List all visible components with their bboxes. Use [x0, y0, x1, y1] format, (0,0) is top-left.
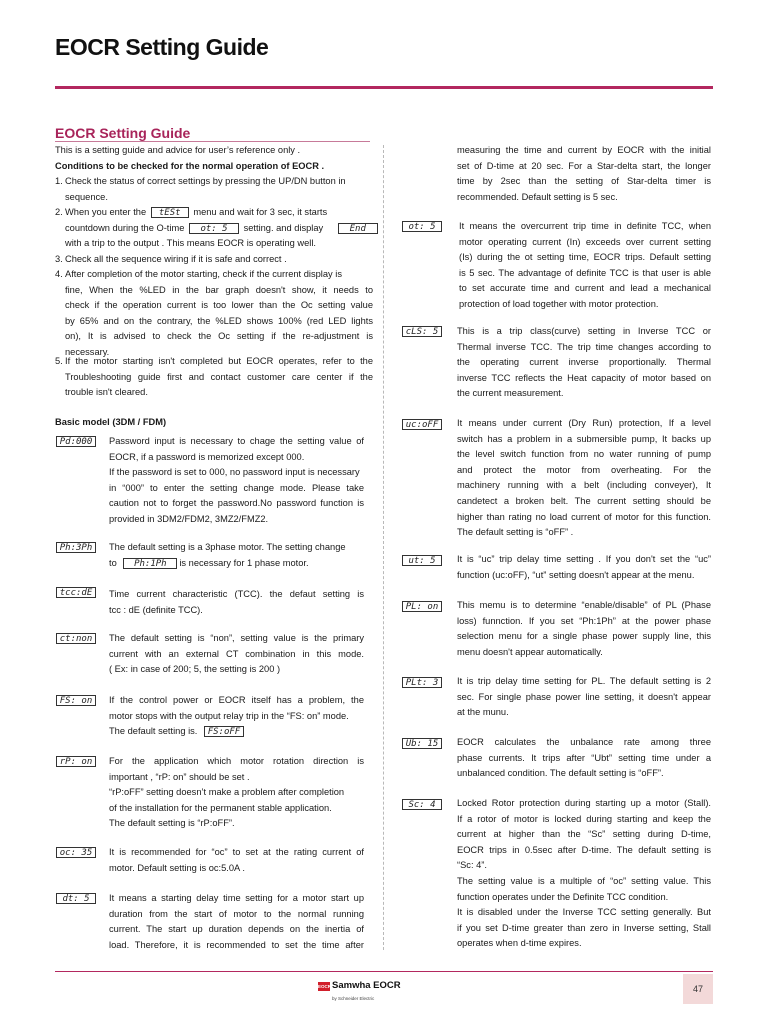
list-text: Check all the sequence wiring if it is safe and correct . [65, 254, 287, 264]
text-line: of the installation for the permanent stable application. [109, 802, 332, 813]
lcd-tcc-code: tcc:dE [56, 587, 96, 598]
section-underline [55, 141, 370, 142]
lcd-ct-code: ct:non [56, 633, 96, 644]
list-item-4 [55, 267, 373, 361]
plt-description [457, 674, 711, 721]
lcd-plt-code: PLt: 3 [402, 677, 442, 688]
text-line: This is a trip class(curve) setting in Inverse TCC or [457, 326, 711, 336]
text-line: The default setting is “non”, setting value is the primary [109, 633, 364, 643]
list-item-1 [55, 174, 373, 206]
text-line: function (uc:oFF), “ut” setting doesn't appear at the menu. [457, 569, 695, 580]
dt-continued [457, 143, 711, 205]
lcd-ub-code: Ub: 15 [402, 738, 442, 749]
text-line: motor. Default setting is oc:5.0A . [109, 862, 245, 873]
phase-description [109, 540, 364, 571]
text-line: load. Therefore, it is recommended to set the time after [109, 939, 364, 950]
dt-description [109, 891, 364, 953]
lcd-oc-code: oc: 35 [56, 847, 96, 858]
text-line: duration from the start of motor to the normal running [109, 908, 364, 919]
rp-description [109, 754, 364, 832]
lcd-ut-code: ut: 5 [402, 555, 442, 566]
header-rule [55, 86, 713, 89]
text-fragment: setting. and display [243, 222, 324, 233]
text-line: with a trip to the output . This means EOCR is operating well. [65, 238, 316, 249]
text-line: This memu is to determine “enable/disable” of PL (Phase [457, 600, 711, 610]
oc-description [109, 845, 364, 876]
fs-description [109, 693, 364, 740]
samwha-eocr-logo [318, 980, 418, 1006]
text-line: fine, When the %LED in the bar graph doesn't show, it needs to [65, 284, 373, 295]
text-line: It is “uc” trip delay time setting . If you don't set the “uc” [457, 554, 711, 564]
text-line: Password input is necessary to chage the setting value of [109, 436, 364, 446]
column-divider [383, 145, 384, 950]
text-line: The default setting is a 3phase motor. The setting change [109, 542, 346, 552]
text-fragment: When you enter the [65, 207, 147, 217]
page-title: EOCR Setting Guide [55, 34, 269, 60]
text-line: at the munu. [457, 707, 509, 718]
text-line: tcc : dE (definite TCC). [109, 604, 203, 615]
text-line: After completion of the motor starting, check if the current display is [65, 269, 342, 279]
uc-description [457, 416, 711, 541]
page-number: 47 [683, 974, 713, 1004]
list-number: 3. [55, 254, 63, 264]
lcd-pl-code: PL: on [402, 601, 442, 612]
lcd-fs-off: FS:oFF [204, 726, 244, 737]
sc-description [457, 796, 711, 952]
text-line: inverse TCC reflects the Heat capacity of motor based on [457, 372, 711, 383]
ct-description [109, 631, 364, 678]
text-line: Thermal inverse TCC. The trip time changes according to [457, 341, 711, 352]
text-line: by 65% and on the contrary, the %LED shows 100% (red LED lights [65, 315, 373, 326]
list-text [65, 174, 373, 205]
lcd-uc-code: uc:oFF [402, 419, 442, 430]
text-fragment: is necessary for 1 phase motor. [179, 557, 309, 568]
list-number: 5. [55, 356, 63, 366]
text-line: ( Ex: in case of 200; 5, the setting is 200 ) [109, 664, 281, 675]
pl-description [457, 598, 711, 660]
lcd-password-code: Pd:000 [56, 436, 96, 447]
lcd-sc-code: Sc: 4 [402, 799, 442, 810]
text-line: the level switch function from no water running of pump [457, 449, 711, 460]
text-line: operates when d-time expires. [457, 938, 582, 949]
text-line: motor stops with the output relay trip in the “FS: on” mode. [109, 710, 349, 721]
lcd-display-ot: ot: 5 [189, 223, 239, 234]
text-line: Time current characteristic (TCC). the defaut setting is [109, 589, 364, 599]
tcc-description [109, 587, 364, 618]
text-line: It is trip delay time setting for PL. The default setting is 2 [457, 676, 711, 686]
text-line: If a rotor of motor is locked during starting and keep the [457, 813, 711, 824]
text-line: recommended. Default setting is 5 sec. [457, 191, 618, 202]
text-line: the operating current inverse proportionally. Thermal [457, 357, 711, 368]
lcd-cls-code: cLS: 5 [402, 326, 442, 337]
lcd-display-test: tESt [151, 207, 189, 218]
footer-rule [55, 971, 713, 972]
text-line: on), It is advised to check the Oc setting if the re-adjustment is [65, 331, 373, 342]
lcd-fs-code: FS: on [56, 695, 96, 706]
text-line: provided in 3DM2/FDM2, 3MZ2/FMZ2. [109, 513, 269, 524]
text-line: The setting value is a multiple of “oc” setting value. This [457, 875, 711, 886]
text-line: sequence. [65, 191, 108, 202]
ub-description [457, 735, 711, 782]
text-line: time by 2sec than the setting of Star-delta timer is [457, 176, 711, 187]
text-fragment: menu and wait for 3 sec, it starts [193, 207, 328, 217]
text-line: motor operating current (In) exceeds over current setting [459, 236, 711, 247]
lcd-ot-code: ot: 5 [402, 221, 442, 232]
ut-description [457, 552, 711, 583]
text-line: It means a starting delay time setting for a motor start up [109, 893, 364, 903]
list-text [65, 205, 373, 252]
text-line: It is disabled under the Inverse TCC setting generally. But [457, 907, 711, 918]
text-line: selection menu for a single phase power supply line, this [457, 631, 711, 642]
text-line: If the password is set to 000, no password input is necessary [109, 467, 360, 478]
text-line: sec. For single phase power line setting, it doesn't appear [457, 691, 711, 702]
lcd-phase-code: Ph:3Ph [56, 542, 96, 553]
text-line: EOCR trips in 0.5sec after D-time. The default setting is [457, 844, 711, 855]
text-line: menu doesn't appear automatically. [457, 646, 603, 657]
text-line: important , “rP: on” should be set . [109, 771, 250, 782]
text-line: “Sc: 4”. [457, 860, 487, 871]
text-line: function operates under the Definite TCC condition. [457, 891, 669, 902]
text-line: machinery running with a belt (including conveyer), It [457, 480, 711, 491]
text-line: candetect a broken belt. The current setting should be [457, 495, 711, 506]
conditions-heading: Conditions to be checked for the normal operation of EOCR . [55, 160, 325, 171]
text-line: current with an external CT combination in this mode. [109, 648, 364, 659]
intro-text [55, 143, 370, 174]
text-line: to set accurate time and current and lead a mechanical [459, 283, 711, 294]
logo-subtitle: by Schneider Electric [332, 996, 375, 1001]
text-line: If the control power or EOCR itself has a problem, the [109, 695, 364, 705]
text-fragment: The default setting is. [109, 726, 198, 737]
text-line: loss) funnction. If you set “Ph:1Ph” at the power phase [457, 615, 711, 626]
text-line: measuring the time and current by EOCR with the initial [457, 145, 711, 155]
text-line: and protect the motor from overheating. For the [457, 464, 711, 475]
text-line: if you set D-time greater than zero in Inverse setting, Stall [457, 922, 711, 933]
text-line: For the application which motor rotation direction is [109, 756, 364, 766]
text-line: is 5 sec. The advantage of definite TCC is that user is able [459, 267, 711, 278]
text-line: in “000” to enter the setting change mode. Please take [109, 482, 364, 493]
text-line: current. The start up duration depends on the inertia of [109, 924, 364, 935]
list-number: 2. [55, 207, 63, 217]
text-line: set of D-time at 20 sec. For a Star-delta start, the longer [457, 160, 711, 171]
text-line: the current measurement. [457, 388, 564, 399]
text-line: (Is) during the ot setting time, EOCR trips. Default setting [459, 252, 711, 263]
text-line: phase currents. It trips after “Ubt” setting time under a [457, 752, 711, 763]
cls-description [457, 324, 711, 402]
text-line: Troubleshooting guide first and contact customer care center if the [65, 371, 373, 382]
list-item-5 [55, 354, 373, 402]
text-line: unbalanced condition. The default setting is “oFF”. [457, 768, 664, 779]
intro-line: This is a setting guide and advice for user’s reference only . [55, 145, 301, 155]
text-line: Locked Rotor protection during starting up a motor (Stall). [457, 798, 711, 808]
list-text [65, 354, 373, 401]
text-line: It means under current (Dry Run) protection, If a level [457, 418, 711, 428]
text-line: EOCR, if a password is memorized except 000. [109, 451, 305, 462]
text-line: If the motor starting isn't completed but EOCR operates, refer to the [65, 356, 373, 366]
basic-model-heading: Basic model (3DM / FDM) [55, 417, 167, 427]
text-fragment: to [109, 557, 117, 568]
text-line: check if the operation current is too lower than the Oc setting value [65, 300, 373, 311]
text-line: trouble isn't cleared. [65, 387, 148, 398]
text-line: “rP:oFF” setting doesn’t make a problem after completion [109, 787, 345, 798]
text-line: The default setting is “rP:oFF”. [109, 818, 235, 829]
text-line: switch has a problem in a submersible pump, It backs up [457, 433, 711, 444]
text-line: EOCR calculates the unbalance rate among three [457, 737, 711, 747]
list-number: 4. [55, 269, 63, 279]
lcd-phase-1ph: Ph:1Ph [123, 558, 177, 569]
lcd-display-end: End [338, 223, 378, 234]
text-line: current at higher than the “Sc” setting during D-time, [457, 829, 711, 840]
text-line: It is recommended for “oc” to set at the rating current of [109, 847, 364, 857]
ot-description [459, 219, 711, 313]
list-number: 1. [55, 176, 63, 186]
list-item-3 [55, 252, 373, 268]
logo-brand: Samwha EOCR [332, 980, 401, 991]
text-line: protection of load together with motor protection. [459, 298, 659, 309]
password-description [109, 434, 364, 528]
text-line: The default setting is “oFF” . [457, 527, 574, 538]
text-line: necessary. [65, 346, 110, 357]
lcd-dt-code: dt: 5 [56, 893, 96, 904]
text-line: It means the overcurrent trip time in definite TCC, when [459, 221, 711, 231]
list-item-2 [55, 205, 373, 253]
section-title: EOCR Setting Guide [55, 125, 191, 141]
text-line: caution not to forget the password.No password function is [109, 498, 364, 509]
list-text [65, 267, 373, 361]
logo-mark: EOCR [318, 984, 332, 989]
text-fragment: countdown during the O-time [65, 222, 185, 233]
lcd-rp-code: rP: on [56, 756, 96, 767]
text-line: Check the status of correct settings by pressing the UP/DN button in [65, 176, 346, 186]
text-line: higher than rating no load current of motor for this function. [457, 511, 711, 522]
